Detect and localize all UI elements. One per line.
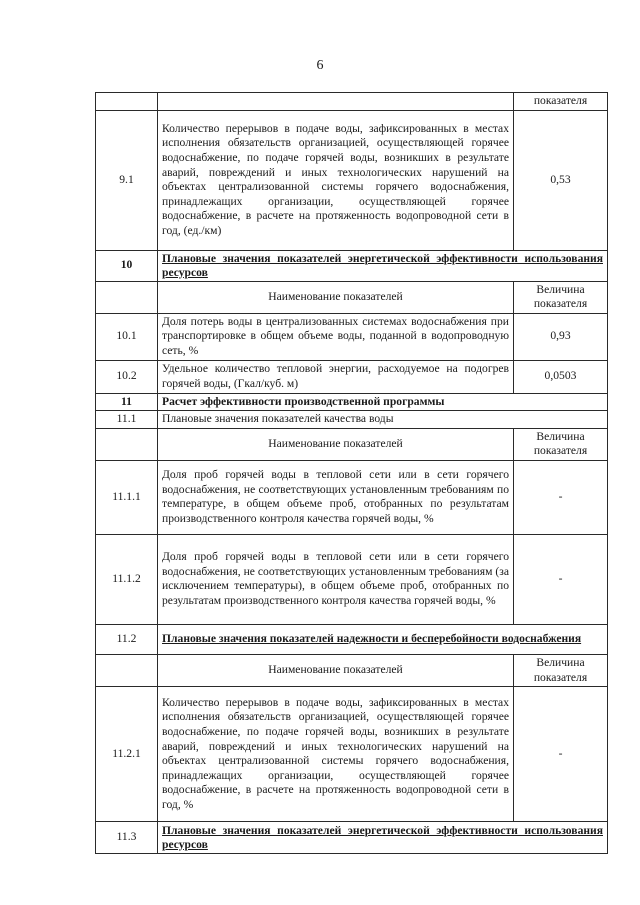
indicator-name: Удельное количество тепловой энергии, расходуемое на подогрев горячей воды, (Гкал/куб. м) [158,360,514,393]
indicator-value: 0,0503 [514,360,608,393]
section-number: 11.1 [96,411,158,429]
row-number-cell [96,654,158,686]
table-header-row [96,654,608,686]
section-number: 10 [96,250,158,281]
indicator-value-header-cont: показателя [514,93,608,111]
row-number: 11.2.1 [96,687,158,822]
row-number: 11.1.1 [96,460,158,534]
table-row [96,687,608,822]
row-number: 10.1 [96,313,158,360]
table-row [96,313,608,360]
row-number: 11.1.2 [96,534,158,624]
column-header-value: Величина показателя [514,281,608,313]
section-row [96,250,608,281]
column-header-name: Наименование показателей [158,281,514,313]
indicator-value: 0,93 [514,313,608,360]
indicator-value: - [514,460,608,534]
row-number-cell [96,281,158,313]
section-title: Плановые значения показателей надежности и бесперебойности водоснабжения [158,624,608,654]
table-header-row [96,281,608,313]
section-number: 11.2 [96,624,158,654]
table-row [96,110,608,250]
indicators-table [95,92,608,854]
section-number: 11 [96,393,158,411]
column-header-name: Наименование показателей [158,654,514,686]
section-row [96,411,608,429]
section-title: Плановые значения показателей энергетической эффективности использования ресурсов [158,822,608,854]
indicator-name-cell [158,93,514,111]
table-header-row [96,428,608,460]
column-header-value: Величина показателя [514,654,608,686]
indicator-name: Доля проб горячей воды в тепловой сети или в сети горячего водоснабжения, не соответствующих установленным требованиям по температуре, в общем объеме проб, отобранных по результатам производственного контроля качества горячей воды, % [158,460,514,534]
section-row [96,822,608,854]
section-title: Расчет эффективности производственной программы [158,393,608,411]
section-title: Плановые значения показателей качества воды [158,411,608,429]
indicator-name: Количество перерывов в подаче воды, зафиксированных в местах исполнения обязательств организацией, осуществляющей горячее водоснабжение, по подаче горячей воды, возникших в результате аварий, повреждений и иных технологических нарушений на объектах централизованной системы горячего водоснабжения, принадлежащих организации, осуществляющей горячее водоснабжение, в расчете на протяженность водопроводной сети в год, % [158,687,514,822]
row-number-cell [96,428,158,460]
section-title: Плановые значения показателей энергетической эффективности использования ресурсов [158,250,608,281]
indicator-name: Доля проб горячей воды в тепловой сети или в сети горячего водоснабжения, не соответствующих установленным требованиям (за исключением температуры), в общем объеме проб, отобранных по результатам производственного контроля качества горячей воды, % [158,534,514,624]
section-row [96,393,608,411]
table-row [96,93,608,111]
indicator-value: - [514,687,608,822]
indicator-name: Доля потерь воды в централизованных системах водоснабжения при транспортировке в общем объеме воды, поданной в водопроводную сеть, % [158,313,514,360]
row-number: 10.2 [96,360,158,393]
table-row [96,460,608,534]
row-number-cell [96,93,158,111]
column-header-name: Наименование показателей [158,428,514,460]
table-row [96,360,608,393]
section-row [96,624,608,654]
row-number: 9.1 [96,110,158,250]
column-header-value: Величина показателя [514,428,608,460]
table-row [96,534,608,624]
page-number: 6 [316,58,324,73]
indicator-value: 0,53 [514,110,608,250]
indicator-name: Количество перерывов в подаче воды, зафиксированных в местах исполнения обязательств организацией, осуществляющей горячее водоснабжение, по подаче горячей воды, возникших в результате аварий, повреждений и иных технологических нарушений на объектах централизованной системы горячего водоснабжения, принадлежащих организации, осуществляющей горячее водоснабжение, в расчете на протяженность водопроводной сети в год, (ед./км) [158,110,514,250]
section-number: 11.3 [96,822,158,854]
indicator-value: - [514,534,608,624]
